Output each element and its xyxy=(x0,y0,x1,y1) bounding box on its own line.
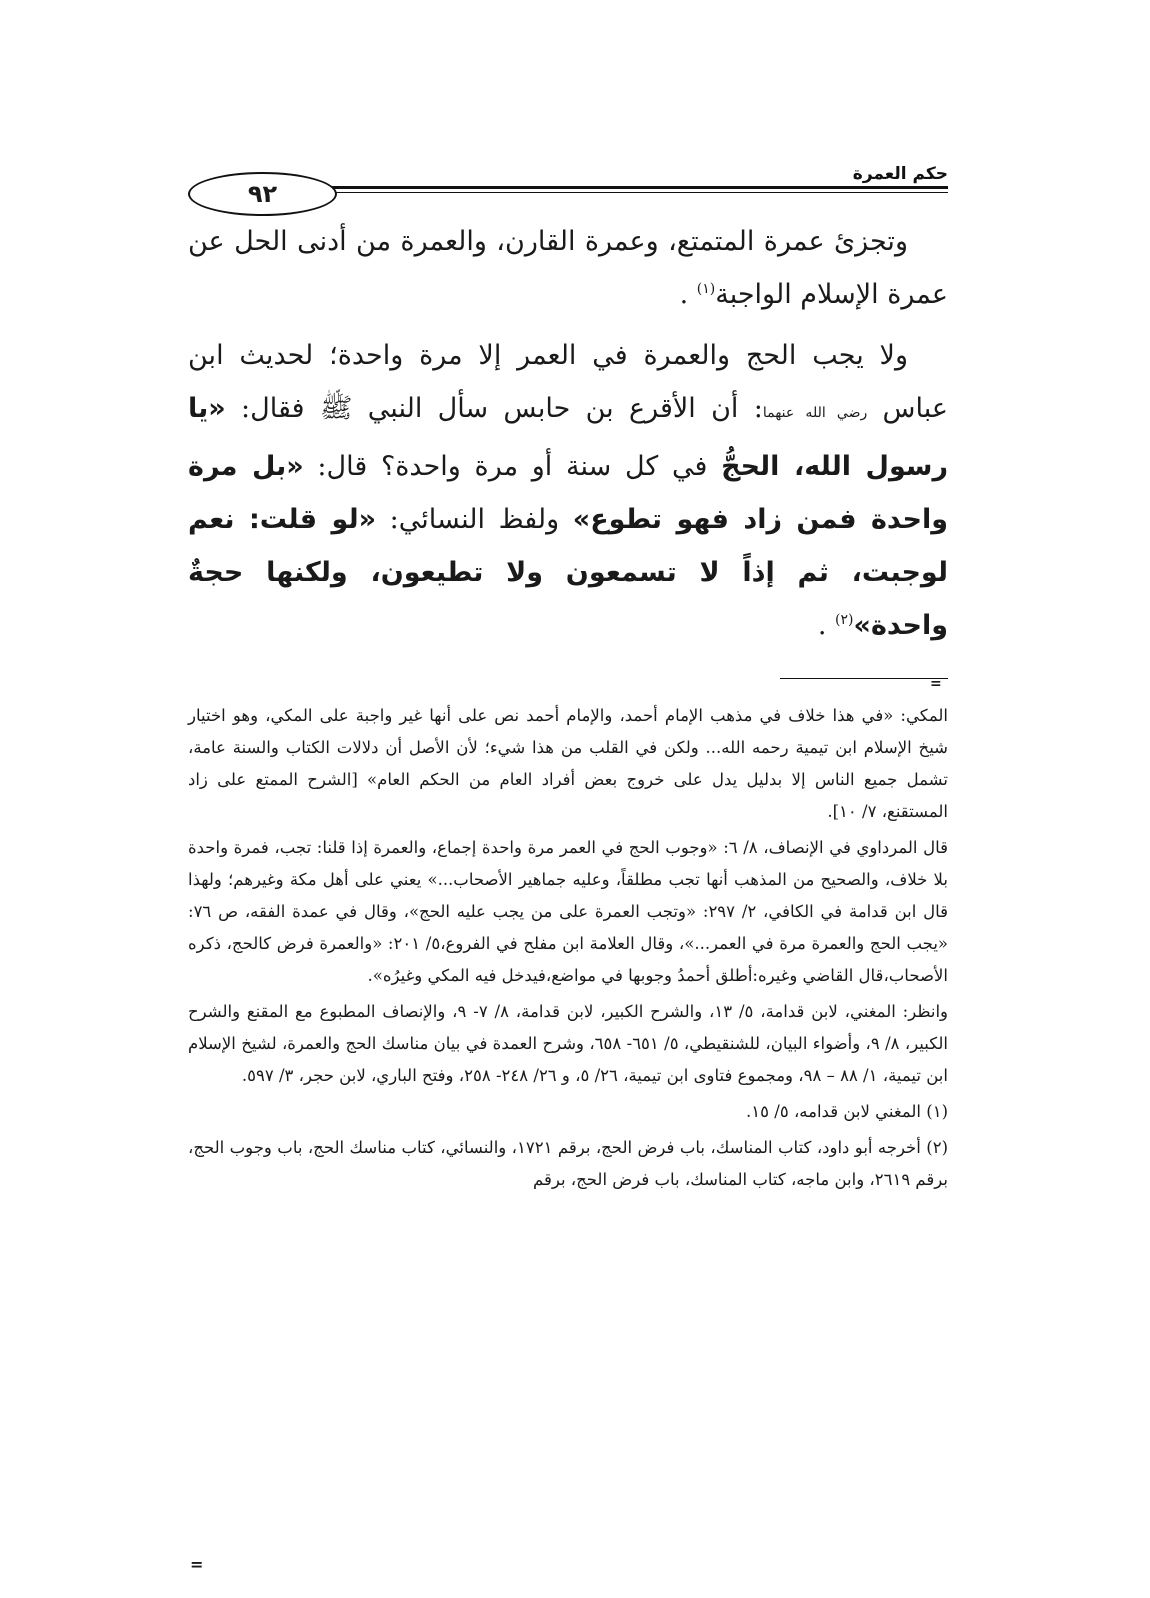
hadith-quote-3: «لو قلت: نعم لوجبت، ثم إذاً لا تسمعون ولا تطيعون، ولكنها حجةٌ واحدة» xyxy=(188,504,948,641)
page-header xyxy=(188,160,948,212)
footnote-1: (١) المغني لابن قدامه، ٥/ ١٥. xyxy=(746,1102,948,1121)
footnote-continuation-2: قال المرداوي في الإنصاف، ٨/ ٦: «وجوب الحج في العمر مرة واحدة إجماع، والعمرة إذا قلنا: تجب، فمرة واحدة بلا خلاف، والصحيح من المذهب أنها تجب مطلقاً، وعليه جماهير الأصحاب...» يعني على أهل مكة وغيرهم؛ ولهذا قال ابن قدامة في الكافي، ٢/ ٢٩٧: «وتجب العمرة على من يجب عليه الحج»، وقال في عمدة الفقه، ص ٧٦: «يجب الحج والعمرة مرة في العمر...»، وقال العلامة ابن مفلح في الفروع،٥/ ٢٠١: «والعمرة فرض كالحج، ذكره الأصحاب،قال القاضي وغيره:أطلق أحمدُ وجوبها في مواضع،فيدخل فيه المكي وغيرُه». xyxy=(188,838,949,985)
hadith-quote-1: «يا رسول الله، الحجُّ xyxy=(188,393,948,482)
p2-part-c: في كل سنة أو مرة واحدة؟ قال: xyxy=(303,451,722,482)
p2-part-b: : أن الأقرع بن حابس سأل النبي ﷺ فقال: xyxy=(225,393,763,424)
page-number: ٩٢ xyxy=(188,172,337,216)
main-text xyxy=(188,215,948,660)
honorific: رضي الله عنهما xyxy=(762,405,868,421)
p2-end: . xyxy=(817,610,827,641)
p2-part-d: ولفظ النسائي: xyxy=(376,504,573,535)
p2-part-a: ولا يجب الحج والعمرة في العمر إلا مرة واحدة؛ لحديث ابن عباس xyxy=(188,340,948,424)
footnote-ref-1[interactable]: (١) xyxy=(696,281,716,297)
continuation-mark-bottom: = xyxy=(190,1555,204,1574)
hadith-quote-2: «بل مرة واحدة فمن زاد فهو تطوع» xyxy=(188,451,948,535)
paragraph-1 xyxy=(188,215,948,321)
footnote-ref-2[interactable]: (٢) xyxy=(835,612,854,628)
footnote-separator xyxy=(780,678,948,679)
footnote-2: (٢) أخرجه أبو داود، كتاب المناسك، باب فرض الحج، برقم ١٧٢١، والنسائي، كتاب مناسك الحج، باب وجوب الحج، برقم ٢٦١٩، وابن ماجه، كتاب المناسك، باب فرض الحج، برقم xyxy=(188,1138,948,1189)
continuation-mark-top: = xyxy=(930,676,942,692)
footnote-continuation-3: وانظر: المغني، لابن قدامة، ٥/ ١٣، والشرح الكبير، لابن قدامة، ٨/ ٧- ٩، والإنصاف المطبوع مع المقنع والشرح الكبير، ٨/ ٩، وأضواء البيان، للشنقيطي، ٥/ ٦٥١- ٦٥٨، وشرح العمدة في بيان مناسك الحج والعمرة، لشيخ الإسلام ابن تيمية، ١/ ٨٨ – ٩٨، ومجموع فتاوى ابن تيمية، ٢٦/ ٥، و ٢٦/ ٢٤٨- ٢٥٨، وفتح الباري، لابن حجر، ٣/ ٥٩٧. xyxy=(188,1002,948,1085)
footnotes xyxy=(188,700,948,1200)
running-title: حكم العمرة xyxy=(852,164,948,184)
p1-end: . xyxy=(679,279,689,310)
footnote-continuation-1: المكي: «في هذا خلاف في مذهب الإمام أحمد، والإمام أحمد نص على أنها غير واجبة على المكي، وهو اختيار شيخ الإسلام ابن تيمية رحمه الله... ولكن في القلب من هذا شيء؛ لأن الأصل أن دلالات الكتاب والسنة عامة، تشمل جميع الناس إلا بدليل يدل على خروج بعض أفراد العام من الحكم العام» [الشرح الممتع على زاد المستقنع، ٧/ ١٠]. xyxy=(188,706,948,821)
header-rule-thin xyxy=(328,192,948,193)
header-rule-thick xyxy=(328,186,948,189)
paragraph-2 xyxy=(188,329,948,652)
p1-text: وتجزئ عمرة المتمتع، وعمرة القارن، والعمرة من أدنى الحل عن عمرة الإسلام الواجبة xyxy=(188,226,948,310)
